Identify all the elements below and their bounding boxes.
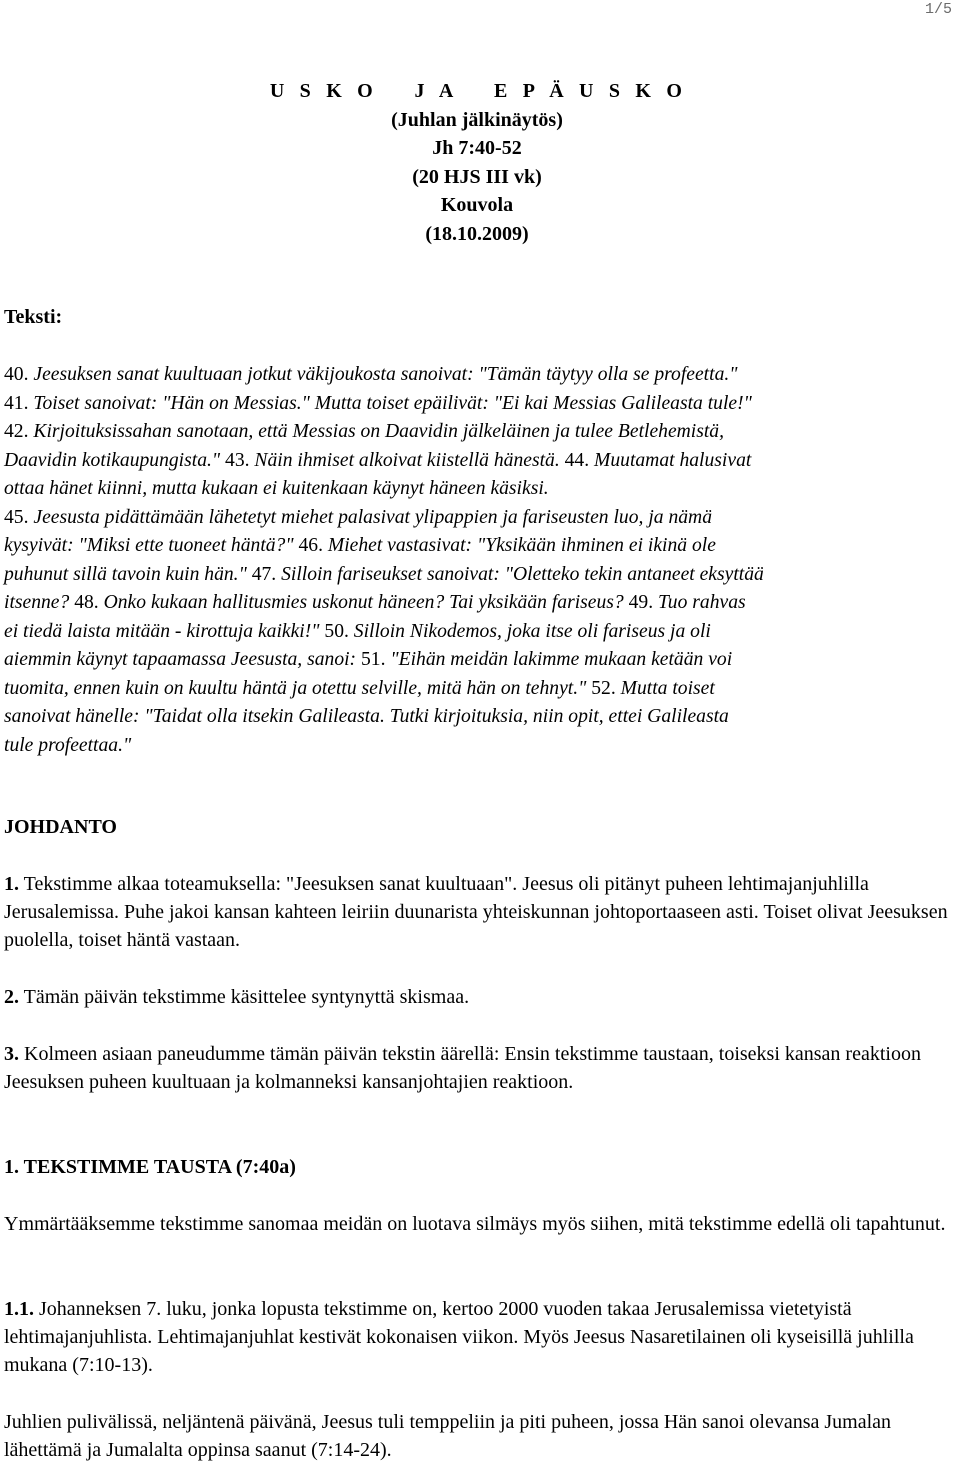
verse-number: 49. (628, 592, 654, 613)
verse-text: Muutamat halusivat (589, 449, 752, 471)
scripture-reference: Jh 7:40-52 (432, 137, 522, 159)
verse-number: 43. (225, 449, 250, 471)
verse-text: Näin ihmiset alkoivat kiistellä hänestä. (249, 449, 565, 471)
section1-intro: Ymmärtääksemme tekstimme sanomaa meidän on luotava silmäys myös siihen, mitä tekstimme edellä oli tapahtunut. (4, 1213, 946, 1235)
verse-number: 52. (591, 677, 616, 699)
scripture-line (4, 561, 949, 590)
scripture-line (4, 390, 949, 419)
scripture-line (4, 589, 949, 618)
scripture-line (4, 475, 949, 504)
paragraph-number: 2. (4, 986, 19, 1008)
sermon-subtitle: (Juhlan jälkinäytös) (391, 108, 563, 131)
subsection-number: 1.1. (4, 1298, 34, 1320)
scripture-text (4, 361, 949, 760)
page-number: 1/5 (924, 1, 952, 18)
scripture-line (4, 532, 949, 561)
verse-text: tule profeettaa." (4, 734, 132, 756)
paragraph-text: Tämän päivän tekstimme käsittelee syntynyttä skismaa. (19, 986, 470, 1008)
verse-text: Jeesuksen sanat kuultuaan jotkut väkijoukosta sanoivat: "Tämän täytyy olla se profeetta." (28, 364, 738, 385)
sermon-occasion: (20 HJS III vk) (412, 165, 542, 188)
scripture-line (4, 447, 949, 476)
verse-text: Daavidin kotikaupungista." (4, 449, 226, 471)
verse-text: puhunut sillä tavoin kuin hän." (4, 563, 252, 585)
verse-text: Toiset sanoivat: "Hän on Messias." Mutta toiset epäilivät: "Ei kai Messias Galileasta tule!" (28, 392, 752, 414)
section1-heading: 1. TEKSTIMME TAUSTA (7:40a) (4, 1156, 296, 1178)
verse-text: itsenne? (4, 592, 75, 613)
verse-text: Onko kukaan hallitusmies uskonut häneen? Tai yksikään fariseus? (98, 592, 629, 613)
verse-number: 41. (4, 392, 29, 414)
verse-text: ottaa hänet kiinni, mutta kukaan ei kuitenkaan käynyt häneen käsiksi. (4, 478, 549, 499)
paragraph-text: Kolmeen asiaan paneudumme tämän päivän tekstin äärellä: Ensin tekstimme taustaan, toiseksi kansan reaktioon Jeesuksen puheen kuultuaan ja kolmanneksi kansanjohtajien reaktioon. (4, 1043, 921, 1094)
verse-text: ei tiedä laista mitään - kirottuja kaikki!" (4, 620, 325, 642)
verse-text: Tuo rahvas (653, 592, 746, 613)
verse-number: 48. (74, 592, 99, 613)
verse-number: 45. (4, 506, 29, 528)
verse-number: 47. (251, 563, 277, 585)
paragraph-number: 1. (4, 873, 19, 895)
intro-paragraph-1 (4, 870, 954, 955)
verse-text: sanoivat hänelle: "Taidat olla itsekin Galileasta. Tutki kirjoituksia, niin opit, ettei Galileasta (4, 706, 729, 727)
verse-text: Silloin Nikodemos, joka itse oli fariseus ja oli (348, 620, 711, 642)
paragraph-number: 3. (4, 1043, 19, 1065)
verse-text: Mutta toiset (615, 677, 715, 699)
intro-paragraph-3 (4, 1040, 954, 1096)
verse-text: Kirjoituksissahan sanotaan, että Messias on Daavidin jälkeläinen ja tulee Betlehemistä, (28, 421, 725, 442)
text-label: Teksti: (4, 306, 63, 328)
verse-text: Miehet vastasivat: "Yksikään ihminen ei ikinä ole (322, 535, 716, 556)
verse-number: 44. (564, 449, 590, 471)
sermon-header (0, 77, 954, 248)
verse-text: Silloin fariseukset sanoivat: "Oletteko tekin antaneet eksyttää (276, 563, 764, 585)
verse-number: 40. (4, 364, 29, 385)
subsection-text: Johanneksen 7. luku, jonka lopusta tekstimme on, kertoo 2000 vuoden takaa Jerusalemissa vietetyistä lehtimajanjuhlista. Lehtimajanjuhlat kestivät kokonaisen viikon. Myös Jeesus Nasaretilainen oli kyseisillä juhlilla mukana (7:10-13). (4, 1298, 914, 1377)
verse-number: 50. (324, 620, 349, 642)
scripture-line (4, 418, 949, 447)
section1-final-paragraph: Juhlien pulivälissä, neljäntenä päivänä, Jeesus tuli temppeliin ja piti puheen, jossa Hän sanoi olevansa Jumalan lähettämä ja Jumalalta oppinsa saanut (7:14-24). (4, 1411, 892, 1462)
verse-number: 51. (360, 649, 386, 670)
scripture-line (4, 504, 949, 533)
verse-text: aiemmin käynyt tapaamassa Jeesusta, sanoi: (4, 649, 361, 670)
verse-text: kysyivät: "Miksi ette tuoneet häntä?" (4, 535, 299, 556)
paragraph-text: Tekstimme alkaa toteamuksella: "Jeesuksen sanat kuultuaan". Jeesus oli pitänyt puheen lehtimajanjuhlilla Jerusalemissa. Puhe jakoi kansan kahteen leiriin duunarista yhteiskunnan johtoportaaseen asti. Toiset olivat Jeesuksen puolella, toiset häntä vastaan. (4, 873, 948, 952)
verse-number: 46. (298, 535, 323, 556)
scripture-line (4, 618, 949, 647)
scripture-line (4, 675, 949, 704)
verse-text: "Eihän meidän lakimme mukaan ketään voi (385, 649, 733, 670)
verse-text: tuomita, ennen kuin on kuultu häntä ja otettu selville, mitä hän on tehnyt." (4, 677, 592, 699)
verse-number: 42. (4, 421, 29, 442)
scripture-line (4, 732, 949, 761)
introduction-heading: JOHDANTO (4, 816, 117, 838)
scripture-line (4, 361, 949, 390)
scripture-line (4, 646, 949, 675)
intro-paragraph-2 (4, 983, 954, 1011)
verse-text: Jeesusta pidättämään lähetetyt miehet palasivat ylipappien ja fariseusten luo, ja nämä (28, 506, 713, 528)
section1-subsection (4, 1295, 954, 1380)
sermon-place: Kouvola (440, 194, 514, 216)
sermon-date: (18.10.2009) (425, 222, 529, 245)
scripture-line (4, 703, 949, 732)
sermon-title: U S K O J A E P Ä U S K O (269, 80, 685, 102)
